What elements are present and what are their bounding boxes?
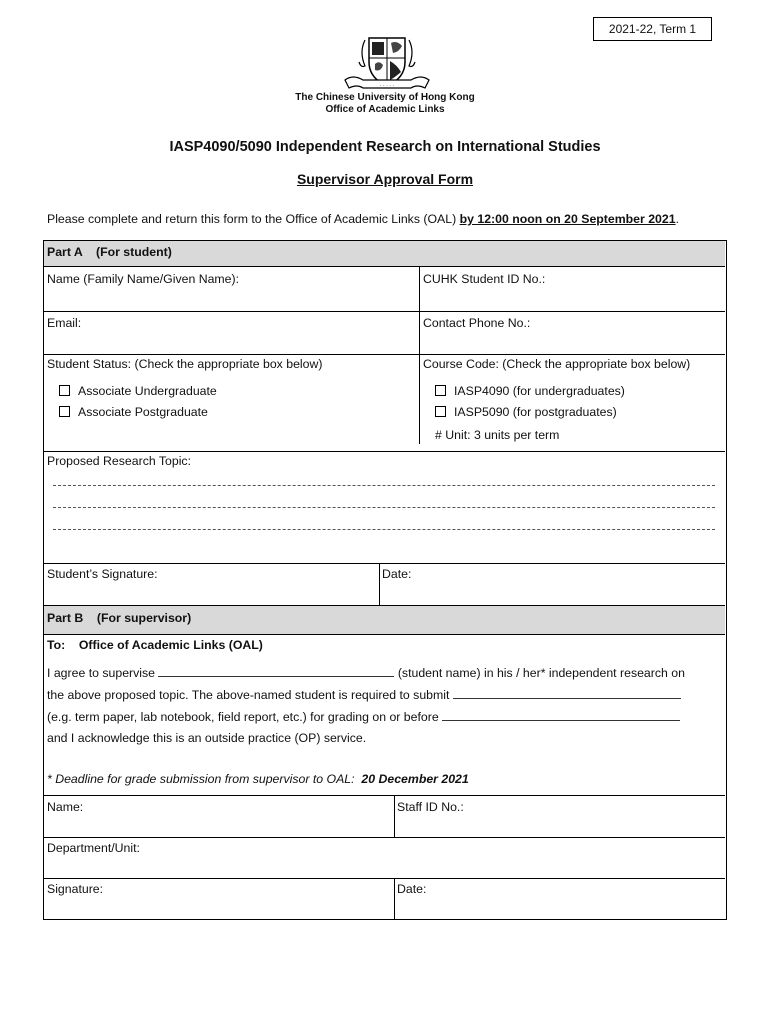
grading-date-blank[interactable] — [442, 710, 680, 721]
term-label: 2021-22, Term 1 — [593, 17, 712, 41]
research-topic-label: Proposed Research Topic: — [47, 454, 192, 468]
part-a-header: Part A (For student) — [44, 241, 725, 266]
checkbox[interactable] — [59, 385, 70, 396]
agreement-line-4: and I acknowledge this is an outside practice (OP) service. — [47, 731, 367, 745]
student-signature-field[interactable]: Student’s Signature: — [47, 567, 158, 581]
topic-line[interactable] — [53, 507, 715, 508]
checkbox[interactable] — [435, 406, 446, 417]
supervisor-signature-field[interactable]: Signature: — [47, 882, 104, 896]
approval-form — [43, 240, 727, 920]
topic-line[interactable] — [53, 529, 715, 530]
student-id-field[interactable]: CUHK Student ID No.: — [423, 272, 546, 286]
part-b-header: Part B (For supervisor) — [44, 606, 725, 634]
phone-field[interactable]: Contact Phone No.: — [423, 316, 531, 330]
university-name: The Chinese University of Hong Kong — [295, 92, 475, 103]
office-name: Office of Academic Links — [325, 104, 445, 115]
checkbox[interactable] — [59, 406, 70, 417]
student-name-field[interactable]: Name (Family Name/Given Name): — [47, 272, 240, 286]
status-option-undergraduate[interactable]: Associate Undergraduate — [59, 384, 217, 398]
course-option-iasp4090[interactable]: IASP4090 (for undergraduates) — [435, 384, 625, 398]
svg-text:· · · · ·: · · · · · — [379, 83, 395, 89]
submission-deadline: by 12:00 noon on 20 September 2021 — [459, 212, 676, 226]
checkbox[interactable] — [435, 385, 446, 396]
supervisor-date-field[interactable]: Date: — [397, 882, 427, 896]
student-status-label: Student Status: (Check the appropriate box below) — [47, 357, 323, 371]
agreement-line-2: the above proposed topic. The above-named student is required to submit — [47, 688, 681, 702]
form-subtitle: Supervisor Approval Form — [296, 171, 474, 187]
staff-id-field[interactable]: Staff ID No.: — [397, 800, 464, 814]
form-title: IASP4090/5090 Independent Research on International Studies — [169, 139, 601, 155]
student-name-blank[interactable] — [158, 666, 394, 677]
instructions: Please complete and return this form to the Office of Academic Links (OAL) by 12:00 noon on 20 September 2021. — [47, 212, 679, 226]
to-office-label: To: Office of Academic Links (OAL) — [47, 638, 263, 652]
course-option-iasp5090[interactable]: IASP5090 (for postgraduates) — [435, 405, 617, 419]
submission-type-blank[interactable] — [453, 688, 681, 699]
department-field[interactable]: Department/Unit: — [47, 841, 140, 855]
grade-deadline-date: 20 December 2021 — [361, 772, 469, 786]
email-field[interactable]: Email: — [47, 316, 82, 330]
supervisor-name-field[interactable]: Name: — [47, 800, 84, 814]
status-option-postgraduate[interactable]: Associate Postgraduate — [59, 405, 208, 419]
agreement-line-1: I agree to supervise (student name) in his / her* independent research on — [47, 666, 685, 680]
topic-line[interactable] — [53, 485, 715, 486]
university-crest-logo — [339, 32, 435, 92]
course-code-label: Course Code: (Check the appropriate box below) — [423, 357, 691, 371]
grade-deadline-note: * Deadline for grade submission from supervisor to OAL: 20 December 2021 — [47, 772, 469, 786]
agreement-line-3: (e.g. term paper, lab notebook, field report, etc.) for grading on or before — [47, 710, 680, 724]
unit-note: # Unit: 3 units per term — [435, 428, 560, 442]
student-date-field[interactable]: Date: — [382, 567, 412, 581]
